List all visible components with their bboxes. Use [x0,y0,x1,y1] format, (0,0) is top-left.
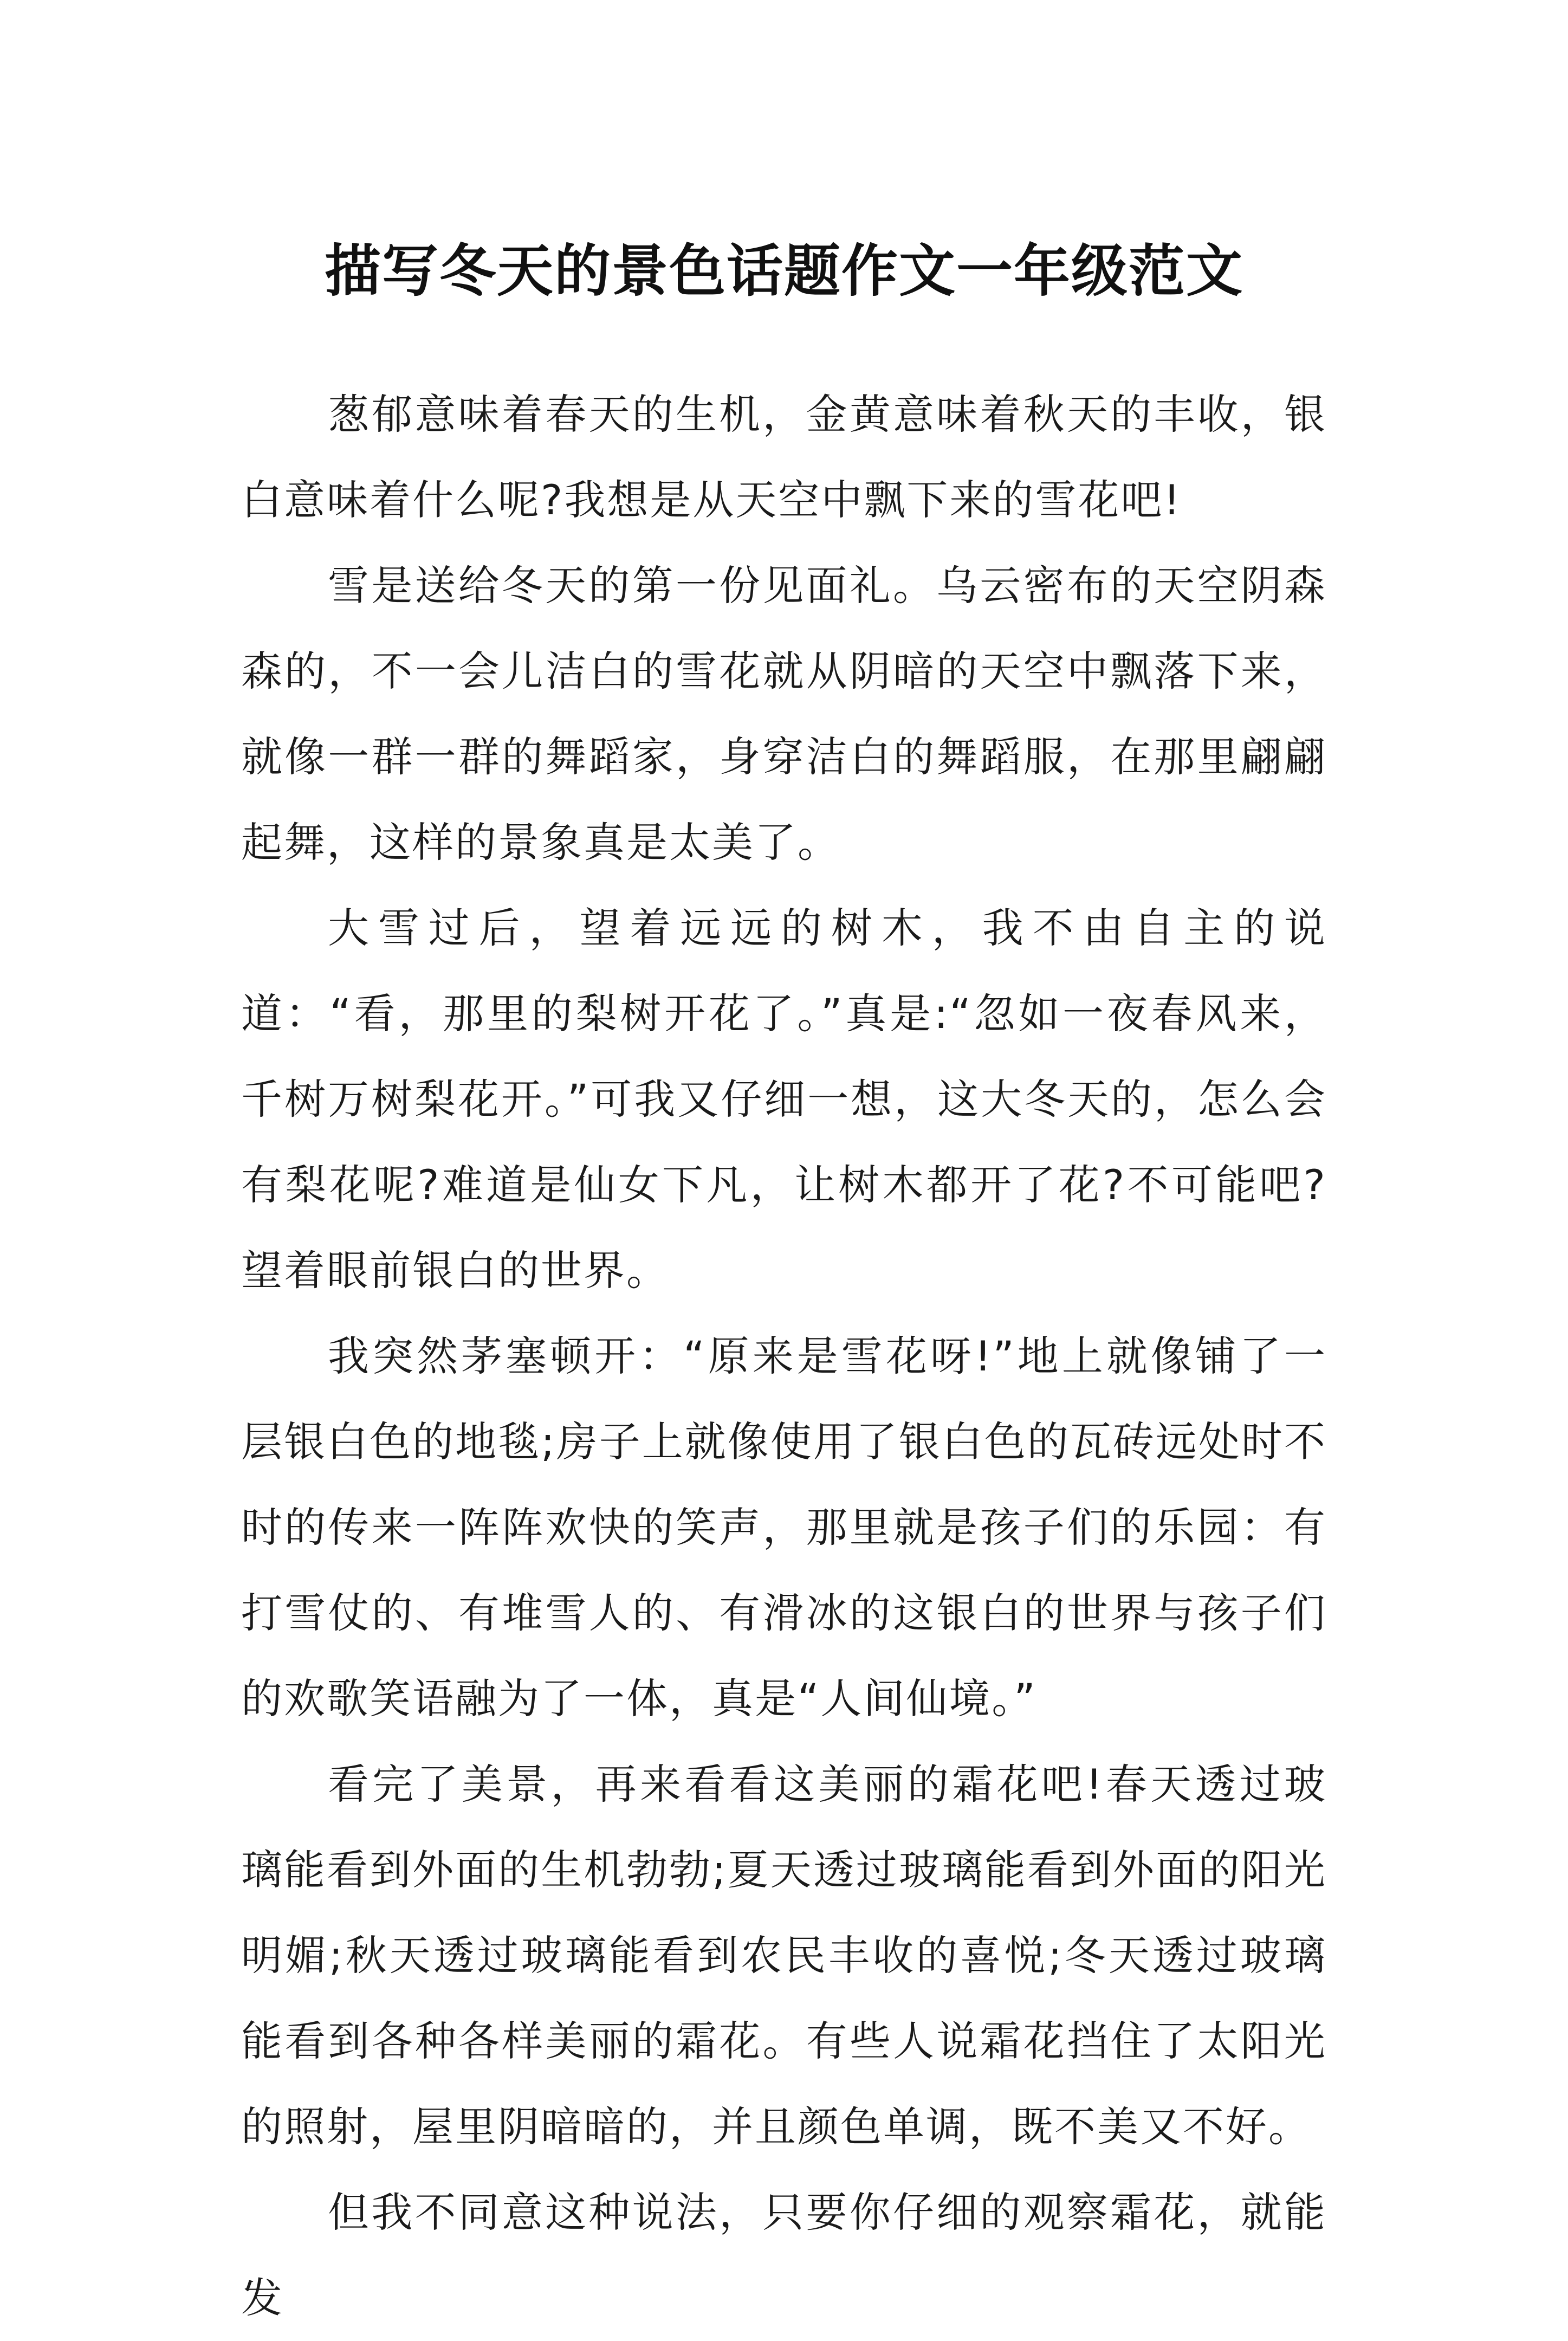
document-body [241,372,1327,2341]
paragraph: 我突然茅塞顿开：“原来是雪花呀!”地上就像铺了一层银白色的地毯;房子上就像使用了银白色的瓦砖远处时不时的传来一阵阵欢快的笑声，那里就是孩子们的乐园：有打雪仗的、有堆雪人的、有滑冰的这银白的世界与孩子们的欢歌笑语融为了一体，真是“人间仙境。” [241,1332,1327,1723]
paragraph: 看完了美景，再来看看这美丽的霜花吧!春天透过玻璃能看到外面的生机勃勃;夏天透过玻璃能看到外面的阳光明媚;秋天透过玻璃能看到农民丰收的喜悦;冬天透过玻璃能看到各种各样美丽的霜花。有些人说霜花挡住了太阳光的照射，屋里阴暗暗的，并且颜色单调，既不美又不好。 [241,1760,1327,2151]
paragraph: 葱郁意味着春天的生机，金黄意味着秋天的丰收，银白意味着什么呢?我想是从天空中飘下来的雪花吧! [241,390,1327,524]
paragraph: 大雪过后，望着远远的树木，我不由自主的说道：“看，那里的梨树开花了。”真是:“忽如一夜春风来，千树万树梨花开。”可我又仔细一想，这大冬天的，怎么会有梨花呢?难道是仙女下凡，让树木都开了花?不可能吧?望着眼前银白的世界。 [241,904,1327,1295]
paragraph: 但我不同意这种说法，只要你仔细的观察霜花，就能发 [241,2188,1327,2322]
document-title: 描写冬天的景色话题作文一年级范文 [324,237,1243,304]
paragraph: 雪是送给冬天的第一份见面礼。乌云密布的天空阴森森的，不一会儿洁白的雪花就从阴暗的天空中飘落下来，就像一群一群的舞蹈家，身穿洁白的舞蹈服，在那里翩翩起舞，这样的景象真是太美了。 [241,561,1327,866]
